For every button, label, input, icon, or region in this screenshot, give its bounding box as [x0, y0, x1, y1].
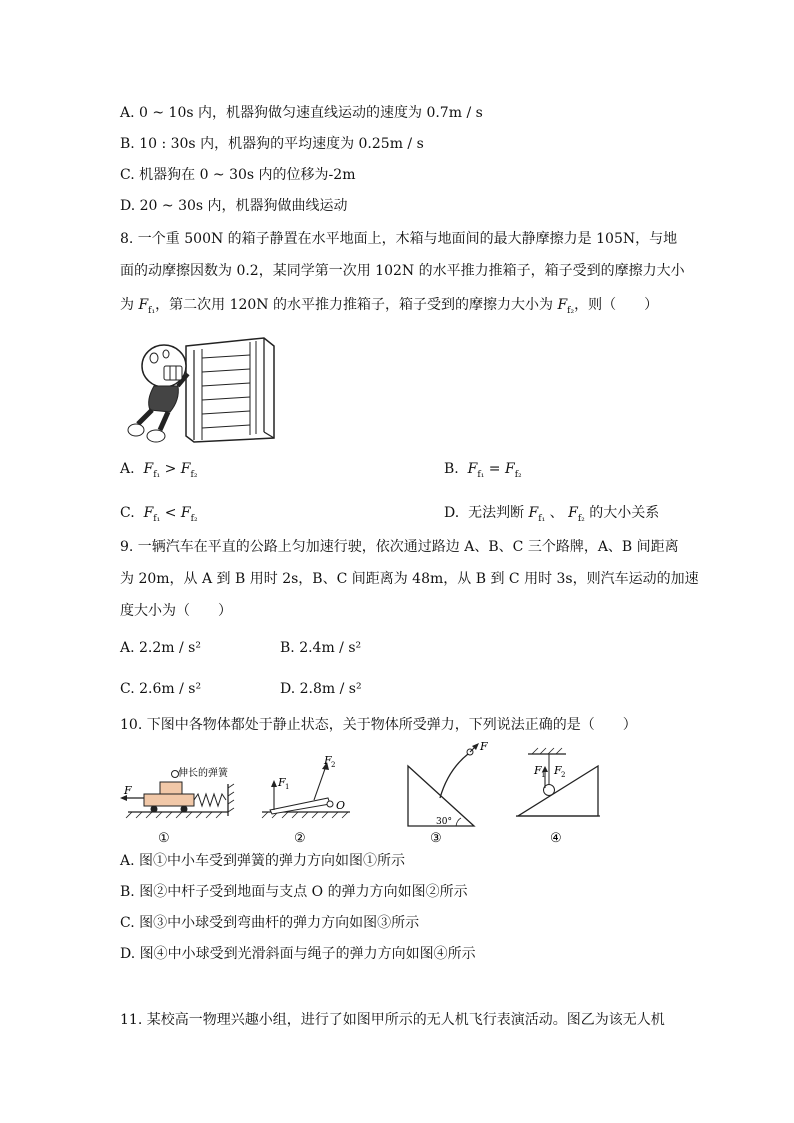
q9-stem-line-3: 度大小为（ ）: [120, 603, 232, 619]
q9-option-b: B. 2.4m / s²: [280, 640, 362, 656]
fig4-number: ④: [550, 831, 562, 846]
q10-figure-1: [120, 766, 234, 846]
q10-figure-3: [408, 740, 488, 846]
q8-stem-line-1: 8. 一个重 500N 的箱子静置在水平地面上，木箱与地面间的最大静摩擦力是 105N，与地: [120, 231, 678, 247]
svg-text:1: 1: [285, 783, 290, 791]
q8-option-d: D. 无法判断 $F_{f_1}$ 、 $F_{f_2}$ 的大小关系: [444, 505, 660, 524]
fig2-f2-label: F: [324, 754, 332, 767]
fig2-number: ②: [294, 831, 306, 846]
q9-option-d: D. 2.8m / s²: [280, 681, 362, 697]
fig3-number: ③: [430, 831, 442, 846]
q8-option-b: B. $F_{f_1} = F_{f_2}$: [444, 461, 522, 480]
q8-option-c: C. $F_{f_1} < F_{f_2}$: [120, 505, 198, 524]
q10-stem: 10. 下图中各物体都处于静止状态，关于物体所受弹力，下列说法正确的是（ ）: [120, 717, 637, 733]
q8-box-push-figure: [124, 328, 284, 446]
q8-option-a: A. $F_{f_1} > F_{f_2}$: [120, 461, 198, 480]
fig4-f1-label: F: [534, 764, 542, 777]
q8-stem-line-2: 面的动摩擦因数为 0.2，某同学第一次用 102N 的水平推力推箱子，箱子受到的摩擦力大小: [120, 263, 685, 279]
q10-option-d: D. 图④中小球受到光滑斜面与绳子的弹力方向如图④所示: [120, 946, 476, 962]
q8-stem-line-3: 为 $F_{f_1}$，第二次用 120N 的水平推力推箱子，箱子受到的摩擦力大小为 $F_{f_2}$，则（ ）: [120, 297, 659, 316]
q11-stem: 11. 某校高一物理兴趣小组，进行了如图甲所示的无人机飞行表演活动。图乙为该无人机: [120, 1012, 665, 1028]
fig1-number: ①: [158, 831, 170, 846]
q9-option-a: A. 2.2m / s²: [120, 640, 201, 656]
q9-stem-line-2: 为 20m，从 A 到 B 用时 2s，B、C 间距离为 48m，从 B 到 C 用时 3s，则汽车运动的加速: [120, 571, 699, 587]
q7-option-b: B. 10 : 30s 内，机器狗的平均速度为 0.25m / s: [120, 136, 424, 152]
q9-option-c: C. 2.6m / s²: [120, 681, 202, 697]
fig2-pivot-label: O: [336, 799, 346, 812]
fig1-spring-label: 伸长的弹簧: [178, 768, 228, 779]
fig2-f1-label: F: [278, 776, 286, 789]
svg-text:1: 1: [541, 771, 546, 779]
svg-text:2: 2: [561, 771, 566, 779]
q10-option-b: B. 图②中杆子受到地面与支点 O 的弹力方向如图②所示: [120, 884, 468, 900]
q10-figures: [118, 740, 608, 850]
svg-text:2: 2: [331, 761, 336, 769]
fig4-f2-label: F: [554, 764, 562, 777]
fig3-angle-label: 30°: [436, 817, 452, 827]
q7-option-c: C. 机器狗在 0 ~ 30s 内的位移为-2m: [120, 167, 356, 183]
q10-figure-4: [516, 748, 600, 846]
q7-option-d: D. 20 ~ 30s 内，机器狗做曲线运动: [120, 198, 348, 214]
q10-figure-2: [262, 754, 350, 846]
fig1-force-label: F: [124, 784, 132, 797]
q10-option-c: C. 图③中小球受到弯曲杆的弹力方向如图③所示: [120, 915, 420, 931]
q9-stem-line-1: 9. 一辆汽车在平直的公路上匀加速行驶，依次通过路边 A、B、C 三个路牌，A、B 间距离: [120, 539, 679, 555]
q10-option-a: A. 图①中小车受到弹簧的弹力方向如图①所示: [120, 853, 406, 869]
fig3-force-label: F: [480, 740, 488, 753]
q7-option-a: A. 0 ~ 10s 内，机器狗做匀速直线运动的速度为 0.7m / s: [120, 105, 483, 121]
